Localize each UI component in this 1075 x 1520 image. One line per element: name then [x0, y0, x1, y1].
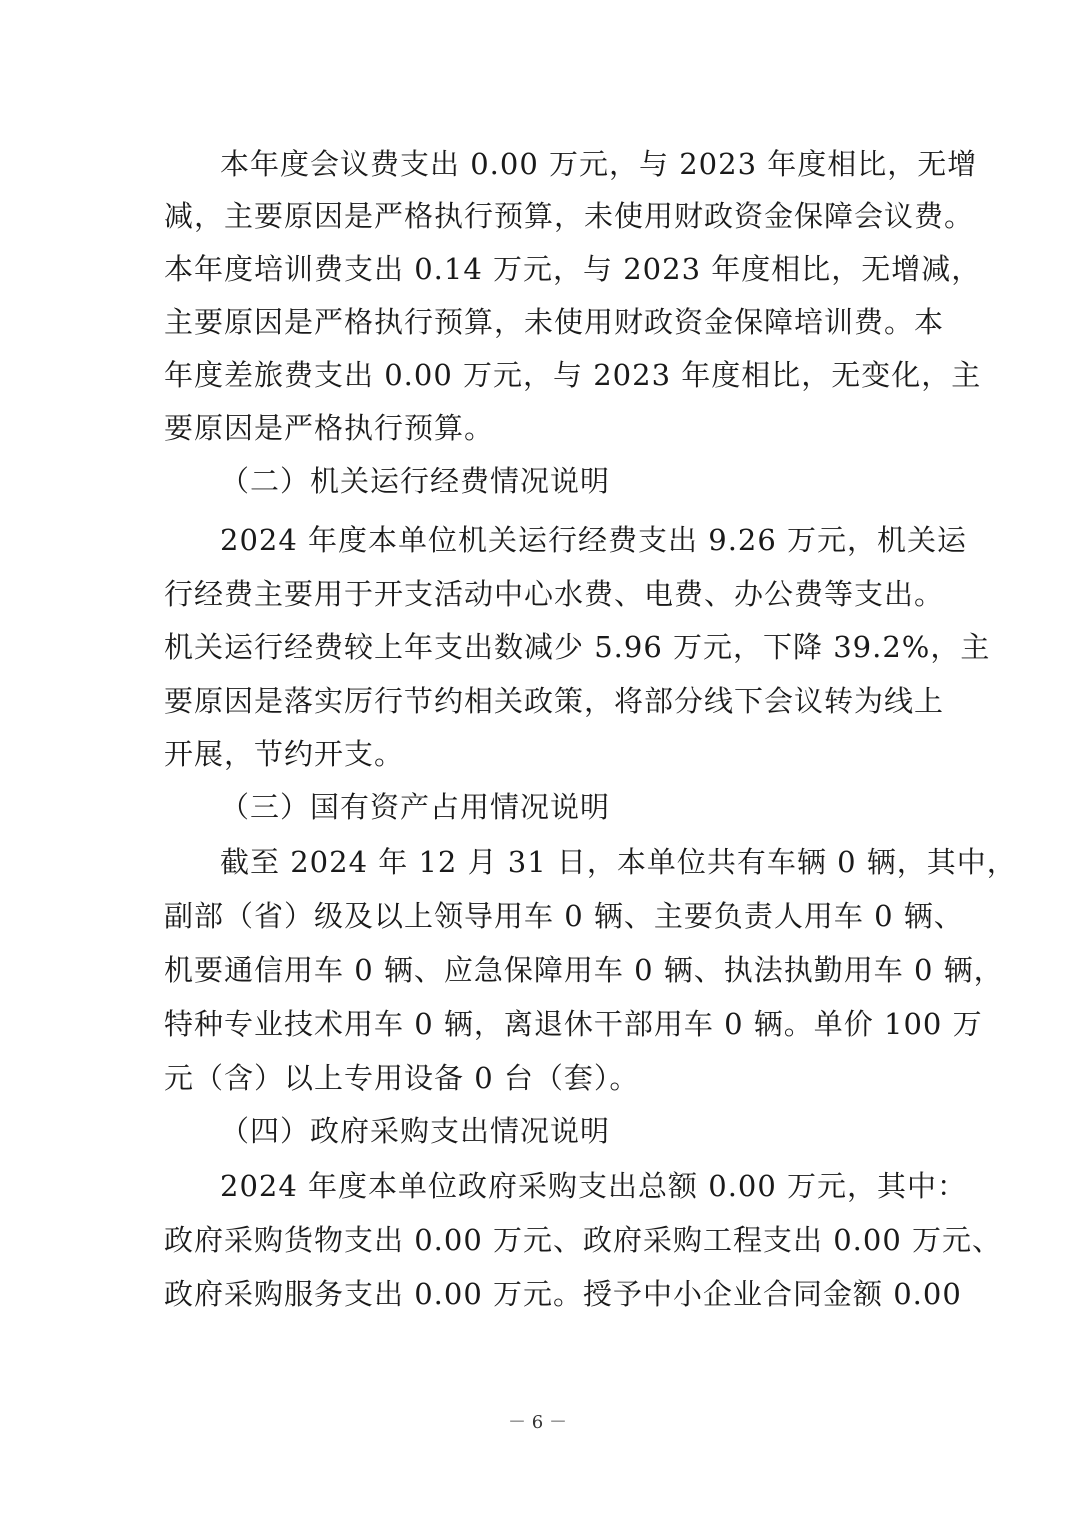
paragraph-line: 元（含）以上专用设备 0 台（套）。	[164, 1061, 640, 1095]
paragraph-line: 机关运行经费较上年支出数减少 5.96 万元，下降 39.2%，主	[164, 630, 991, 664]
paragraph-line: 主要原因是严格执行预算，未使用财政资金保障培训费。本	[164, 305, 945, 339]
paragraph-line: 截至 2024 年 12 月 31 日，本单位共有车辆 0 辆，其中，	[220, 845, 1017, 879]
paragraph-line: 机要通信用车 0 辆、应急保障用车 0 辆、执法执勤用车 0 辆，	[164, 953, 1004, 987]
paragraph-line: 减，主要原因是严格执行预算，未使用财政资金保障会议费。	[164, 199, 975, 233]
section-heading: （四）政府采购支出情况说明	[220, 1114, 611, 1148]
paragraph-line: 政府采购货物支出 0.00 万元、政府采购工程支出 0.00 万元、	[164, 1223, 1003, 1257]
paragraph-line: 本年度会议费支出 0.00 万元，与 2023 年度相比，无增	[220, 147, 978, 181]
paragraph-line: 2024 年度本单位政府采购支出总额 0.00 万元，其中：	[220, 1169, 968, 1203]
paragraph-line: 开展，节约开支。	[164, 737, 405, 771]
paragraph-line: 特种专业技术用车 0 辆，离退休干部用车 0 辆。单价 100 万	[164, 1007, 983, 1041]
paragraph-line: 要原因是落实厉行节约相关政策，将部分线下会议转为线上	[164, 684, 945, 718]
paragraph-line: 年度差旅费支出 0.00 万元，与 2023 年度相比，无变化，主	[164, 358, 982, 392]
page-number: － 6 －	[508, 1412, 567, 1433]
paragraph-line: 副部（省）级及以上领导用车 0 辆、主要负责人用车 0 辆、	[164, 899, 964, 933]
paragraph-line: 政府采购服务支出 0.00 万元。授予中小企业合同金额 0.00	[164, 1277, 962, 1311]
paragraph-line: 2024 年度本单位机关运行经费支出 9.26 万元，机关运	[220, 523, 968, 557]
paragraph-line: 本年度培训费支出 0.14 万元，与 2023 年度相比，无增减，	[164, 252, 982, 286]
paragraph-line: 行经费主要用于开支活动中心水费、电费、办公费等支出。	[164, 577, 945, 611]
section-heading: （二）机关运行经费情况说明	[220, 464, 611, 498]
section-heading: （三）国有资产占用情况说明	[220, 790, 611, 824]
paragraph-line: 要原因是严格执行预算。	[164, 411, 495, 445]
